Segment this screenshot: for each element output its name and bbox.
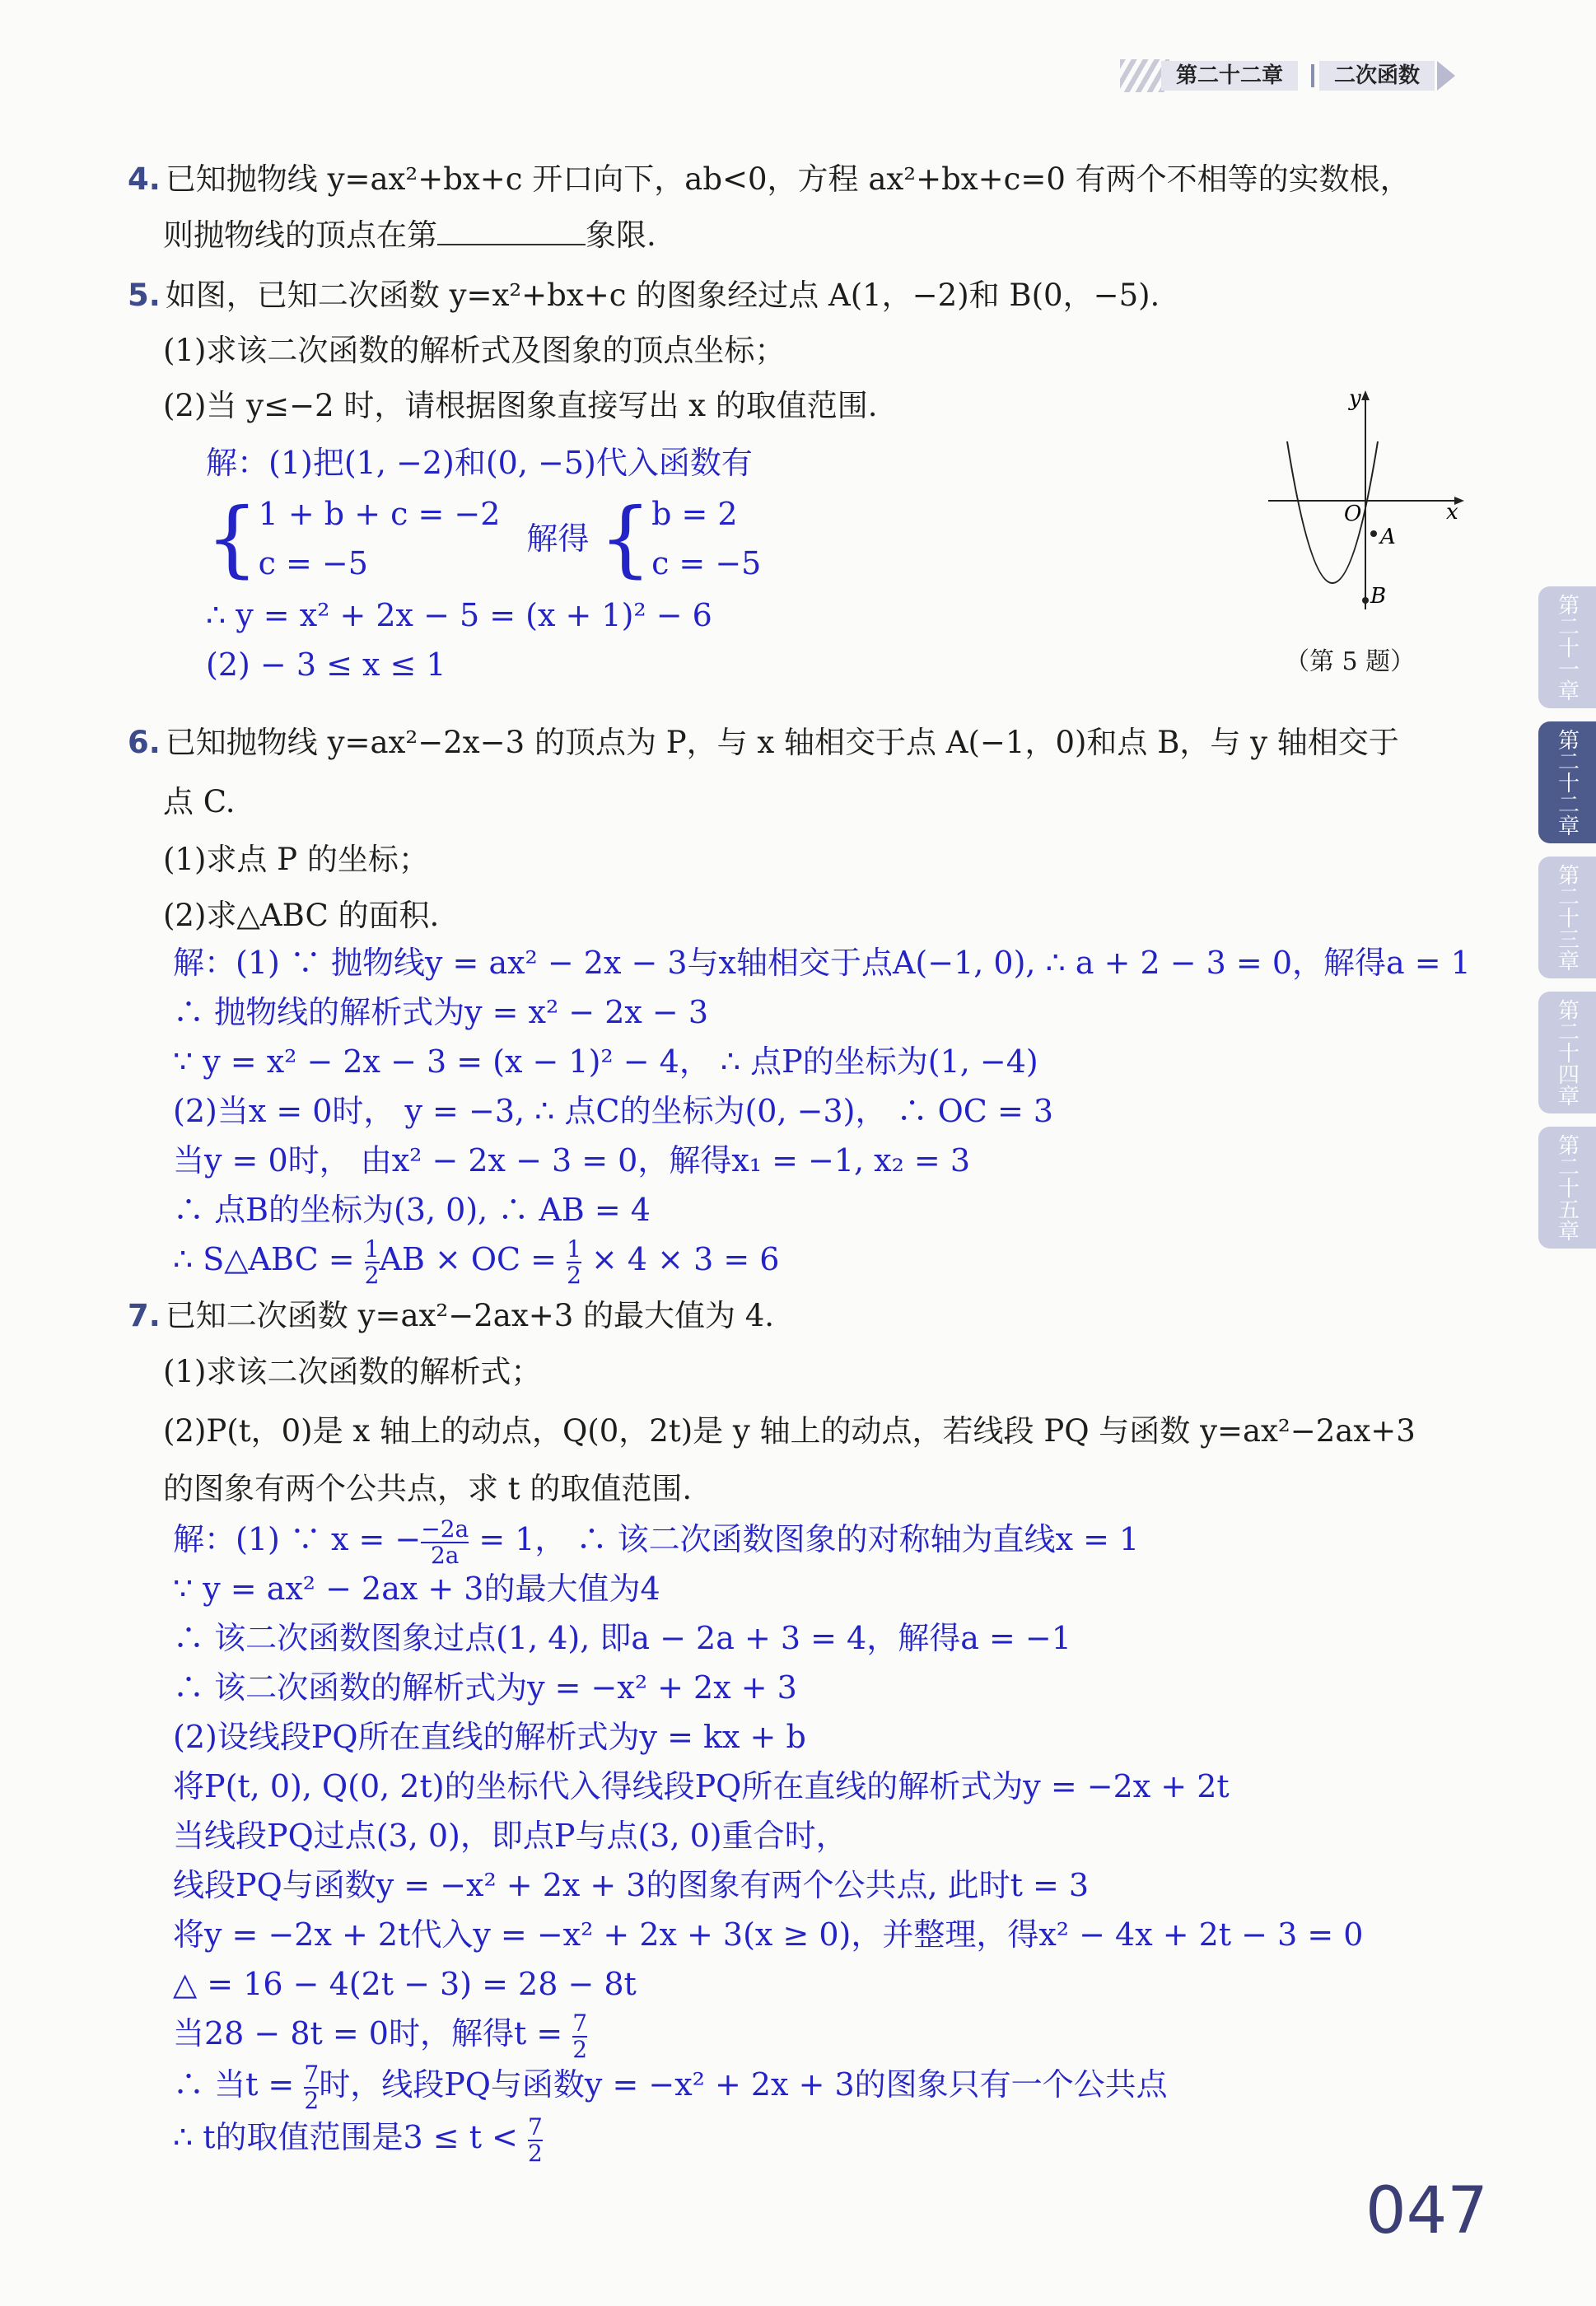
q5-answer-line3: ∴ y = x² + 2x − 5 = (x + 1)² − 6 xyxy=(206,597,712,633)
tab-chapter-24[interactable]: 第二十四章 xyxy=(1538,992,1596,1113)
q4-line2: 则抛物线的顶点在第 象限. xyxy=(163,217,656,253)
q5-part1: (1)求该二次函数的解析式及图象的顶点坐标； xyxy=(163,333,786,368)
q7-number: 7. xyxy=(128,1298,161,1333)
figure-caption: （第 5 题） xyxy=(1285,647,1416,676)
fraction-half: $\frac{1}{2}$ xyxy=(567,1235,581,1289)
q7-answer-line9: 将y = −2x + 2t代入y = −x² + 2x + 3(x ≥ 0)，并整理，得x² − 4x + 2t − 3 = 0 xyxy=(173,1916,1364,1953)
header-topic: 二次函数 xyxy=(1319,61,1435,91)
parabola-curve xyxy=(1287,441,1378,583)
q7-answer-line12: ∴ 当t = $\frac{7}{2}$ 时，线段PQ与函数y = −x² + 2x + 3的图象只有一个公共点 xyxy=(173,2060,1168,2114)
q7-line1: 7. 已知二次函数 y=ax²−2ax+3 的最大值为 4. xyxy=(128,1298,775,1333)
q6-part2: (2)求△ABC 的面积. xyxy=(163,898,440,933)
q7-answer-line1: 解：(1) ∵ x = − $\frac{-2a}{2a}$ = 1， ∴ 该二次函数图象的对称轴为直线x = 1 xyxy=(173,1515,1140,1569)
tab-chapter-23[interactable]: 第二十三章 xyxy=(1538,857,1596,978)
q7-answer-line7: 当线段PQ过点(3, 0)，即点P与点(3, 0)重合时， xyxy=(173,1818,847,1854)
q6-part1: (1)求点 P 的坐标； xyxy=(163,842,429,877)
q7-answer-line6: 将P(t, 0), Q(0, 2t)的坐标代入得线段PQ所在直线的解析式为y = −2x + 2t xyxy=(173,1768,1230,1804)
q5-answer-system: { 1 + b + c = −2 c = −5 解得 { b = 2 c = −5 xyxy=(206,490,762,586)
tab-chapter-25[interactable]: 第二十五章 xyxy=(1538,1127,1596,1249)
tab-chapter-21[interactable]: 第二十一章 xyxy=(1538,586,1596,708)
q4-line1: 4. 已知抛物线 y=ax²+bx+c 开口向下，ab<0，方程 ax²+bx+c=0 有两个不相等的实数根， xyxy=(128,161,1411,197)
label-o: O xyxy=(1344,502,1362,526)
answer-blank[interactable] xyxy=(437,219,586,245)
q5-line1: 5. 如图，已知二次函数 y=x²+bx+c 的图象经过点 A(1，−2)和 B(0，−5). xyxy=(128,278,1160,313)
y-axis-arrow-icon xyxy=(1361,390,1370,400)
q6-answer-line5: 当y = 0时， 由x² − 2x − 3 = 0，解得x₁ = −1, x₂ = 3 xyxy=(173,1142,971,1179)
q7-answer-line4: ∴ 该二次函数的解析式为y = −x² + 2x + 3 xyxy=(173,1669,797,1706)
label-b: B xyxy=(1370,584,1387,609)
q6-answer-line4: (2)当x = 0时， y = −3, ∴ 点C的坐标为(0, −3)， ∴ OC = 3 xyxy=(173,1093,1054,1129)
tab-chapter-22[interactable]: 第二十二章 xyxy=(1538,721,1596,843)
header-arrow-icon xyxy=(1437,61,1455,91)
fraction-seven-halves: $\frac{7}{2}$ xyxy=(527,2112,543,2167)
q7-answer-line10: △ = 16 − 4(2t − 3) = 28 − 8t xyxy=(173,1966,637,2002)
q7-part1: (1)求该二次函数的解析式； xyxy=(163,1354,542,1389)
q6-answer-line6: ∴ 点B的坐标为(3, 0), ∴ AB = 4 xyxy=(173,1192,651,1228)
q5-number: 5. xyxy=(128,278,161,313)
q7-answer-line3: ∴ 该二次函数图象过点(1, 4), 即a − 2a + 3 = 4，解得a = −1 xyxy=(173,1620,1071,1656)
q6-line2: 点 C. xyxy=(163,784,236,819)
fraction-seven-halves: $\frac{7}{2}$ xyxy=(304,2060,320,2114)
q7-part2-line2: 的图象有两个公共点，求 t 的取值范围. xyxy=(163,1471,693,1506)
q5-part2: (2)当 y≤−2 时，请根据图象直接写出 x 的取值范围. xyxy=(163,388,878,423)
q6-line1: 6. 已知抛物线 y=ax²−2x−3 的顶点为 P，与 x 轴相交于点 A(−1，0)和点 B，与 y 轴相交于 xyxy=(128,725,1399,760)
q7-answer-line11: 当28 − 8t = 0时，解得t = $\frac{7}{2}$ xyxy=(173,2009,588,2063)
fraction-half: $\frac{1}{2}$ xyxy=(364,1235,380,1289)
brace-left-1: { xyxy=(206,490,259,586)
q6-number: 6. xyxy=(128,725,161,760)
q7-part2-line1: (2)P(t，0)是 x 轴上的动点，Q(0，2t)是 y 轴上的动点，若线段 PQ 与函数 y=ax²−2ax+3 xyxy=(163,1413,1416,1449)
q7-answer-line13: ∴ t的取值范围是3 ≤ t < $\frac{7}{2}$ xyxy=(173,2112,543,2167)
header-divider xyxy=(1311,64,1314,87)
q6-answer-line1: 解：(1) ∵ 抛物线y = ax² − 2x − 3与x轴相交于点A(−1, 0), ∴ a + 2 − 3 = 0，解得a = 1 xyxy=(173,945,1471,981)
q7-answer-line5: (2)设线段PQ所在直线的解析式为y = kx + b xyxy=(173,1719,806,1755)
q6-answer-line3: ∵ y = x² − 2x − 3 = (x − 1)² − 4， ∴ 点P的坐标为(1, −4) xyxy=(173,1043,1038,1080)
fraction-seven-halves: $\frac{7}{2}$ xyxy=(572,2009,588,2063)
brace-left-2: { xyxy=(599,490,652,586)
parabola-figure xyxy=(1260,387,1474,626)
q4-number: 4. xyxy=(128,161,161,197)
q7-answer-line2: ∵ y = ax² − 2ax + 3的最大值为4 xyxy=(173,1571,660,1607)
q7-answer-line8: 线段PQ与函数y = −x² + 2x + 3的图象有两个公共点, 此时t = 3 xyxy=(173,1867,1090,1903)
q5-answer-line4: (2) − 3 ≤ x ≤ 1 xyxy=(206,647,446,683)
header-chapter: 第二十二章 xyxy=(1161,61,1298,91)
label-x: x xyxy=(1446,500,1458,525)
fraction-neg2a-2a: $\frac{-2a}{2a}$ xyxy=(421,1515,469,1569)
point-a xyxy=(1370,530,1377,537)
q6-answer-line7: ∴ S△ABC = $\frac{1}{2}$ AB × OC = $\frac{1}{2}$ × 4 × 3 = 6 xyxy=(173,1235,780,1289)
page-number: 047 xyxy=(1365,2174,1488,2248)
label-a: A xyxy=(1380,525,1396,549)
q6-answer-line2: ∴ 抛物线的解析式为y = x² − 2x − 3 xyxy=(173,994,708,1030)
q5-answer-line1: 解：(1)把(1, −2)和(0, −5)代入函数有 xyxy=(206,445,753,481)
label-y: y xyxy=(1349,387,1361,411)
point-b xyxy=(1362,597,1369,604)
